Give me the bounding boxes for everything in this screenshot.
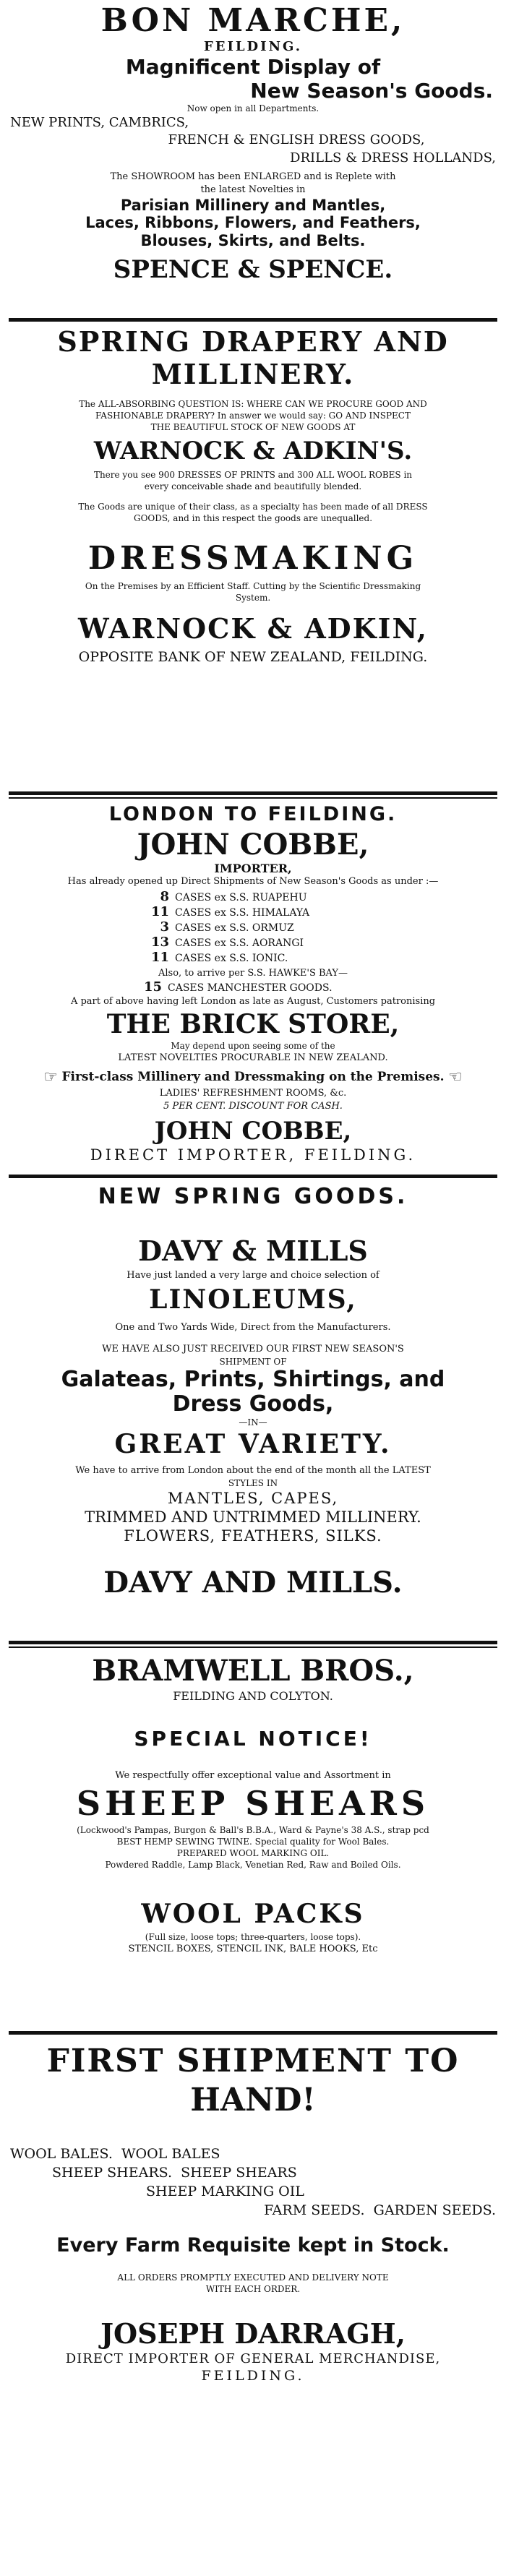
ad-headline: MILLINERY. bbox=[151, 358, 355, 390]
ad-address: OPPOSITE BANK OF NEW ZEALAND, FEILDING. bbox=[78, 649, 428, 665]
ad-text: FRENCH & ENGLISH DRESS GOODS, bbox=[168, 132, 425, 147]
stock-row bbox=[9, 2144, 497, 2163]
ad-firm: JOHN COBBE, bbox=[154, 1116, 352, 1146]
ad-text: First-class Millinery and Dressmaking on the Premises. bbox=[61, 1070, 445, 1084]
ad-text: 5 PER CENT. DISCOUNT FOR CASH. bbox=[163, 1100, 343, 1112]
shipment-item bbox=[145, 950, 361, 966]
stock-row bbox=[9, 2201, 497, 2220]
ad-headline: NEW SPRING GOODS. bbox=[98, 1184, 408, 1209]
ad-text: WE HAVE ALSO JUST RECEIVED OUR FIRST NEW SEASON'S bbox=[102, 1344, 404, 1354]
ad-text: FASHIONABLE DRAPERY? In answer we would say: GO AND INSPECT bbox=[95, 411, 411, 421]
ad-text: ALL ORDERS PROMPTLY EXECUTED AND DELIVERY NOTE bbox=[117, 2272, 389, 2283]
ad-text: We have to arrive from London about the end of the month all the LATEST bbox=[75, 1465, 431, 1476]
ad-title: BON MARCHE, bbox=[100, 2, 406, 39]
shipment-count: 8 bbox=[160, 889, 169, 904]
ad-location: FEILDING. bbox=[203, 39, 303, 54]
ad-address: DIRECT IMPORTER, FEILDING. bbox=[90, 1146, 416, 1164]
ad-firm: SPENCE & SPENCE. bbox=[113, 255, 393, 284]
stock-item: SHEEP SHEARS. bbox=[52, 2165, 173, 2181]
ad-text: —IN— bbox=[239, 1417, 267, 1427]
shipment-count: 11 bbox=[150, 904, 169, 919]
ad-headline: FIRST SHIPMENT TO bbox=[46, 2043, 460, 2079]
ad-headline: HAND! bbox=[190, 2082, 316, 2118]
ad-davy-mills bbox=[9, 1178, 497, 1641]
shipment-item bbox=[145, 920, 361, 935]
ad-text: Have just landed a very large and choice selection of bbox=[126, 1270, 380, 1281]
ad-text: Parisian Millinery and Mantles, bbox=[120, 197, 386, 214]
ad-text: There you see 900 DRESSES OF PRINTS and 300 ALL WOOL ROBES in bbox=[93, 470, 413, 480]
ad-text: FLOWERS, FEATHERS, SILKS. bbox=[124, 1527, 382, 1545]
shipment-item bbox=[145, 935, 361, 950]
ad-headline: GREAT VARIETY. bbox=[114, 1429, 392, 1459]
shipment-item bbox=[145, 890, 361, 905]
ad-text: The Goods are unique of their class, as a specialty has been made of all DRESS bbox=[78, 502, 428, 512]
shipment-list bbox=[9, 890, 497, 966]
pointing-hand-left-icon: ☜ bbox=[447, 1068, 463, 1086]
stock-row bbox=[9, 2163, 497, 2182]
ad-text: GOODS, and in this respect the goods are unequalled. bbox=[133, 513, 373, 523]
ad-text: PREPARED WOOL MARKING OIL. bbox=[176, 1848, 330, 1858]
shipment-text: CASES ex S.S. ORMUZ bbox=[175, 922, 294, 934]
ad-text: every conceivable shade and beautifully blended. bbox=[144, 481, 362, 491]
shipment-text: CASES ex S.S. HIMALAYA bbox=[175, 907, 310, 919]
ad-text: May depend upon seeing some of the bbox=[171, 1041, 335, 1051]
ad-text: On the Premises by an Efficient Staff. Cutting by the Scientific Dressmaking bbox=[85, 581, 421, 591]
ad-bramwell-bros bbox=[9, 1648, 497, 2031]
ad-text: LADIES' REFRESHMENT ROOMS, &c. bbox=[159, 1087, 347, 1099]
stock-item: SHEEP SHEARS bbox=[181, 2165, 297, 2181]
ad-requisite: Every Farm Requisite kept in Stock. bbox=[56, 2234, 450, 2257]
ad-text: DRILLS & DRESS HOLLANDS, bbox=[290, 150, 496, 166]
divider bbox=[9, 791, 497, 795]
ad-firm: DAVY & MILLS bbox=[138, 1235, 368, 1267]
ad-text: THE BEAUTIFUL STOCK OF NEW GOODS AT bbox=[150, 422, 356, 432]
ad-text: We respectfully offer exceptional value and Assortment in bbox=[115, 1770, 391, 1781]
ad-firm: JOSEPH DARRAGH, bbox=[100, 2317, 406, 2350]
ad-john-cobbe bbox=[9, 799, 497, 1175]
ad-millinery bbox=[9, 1068, 497, 1087]
ad-text: Laces, Ribbons, Flowers, and Feathers, bbox=[85, 214, 421, 231]
ad-warnock-adkin bbox=[9, 322, 497, 791]
ad-firm: WARNOCK & ADKIN'S. bbox=[93, 437, 413, 465]
ad-text: Has already opened up Direct Shipments of New Season's Goods as under :— bbox=[67, 876, 439, 887]
ad-store: THE BRICK STORE, bbox=[106, 1009, 400, 1039]
ad-text: STYLES IN bbox=[228, 1478, 278, 1488]
ad-text: The SHOWROOM has been ENLARGED and is Replete with bbox=[110, 171, 396, 182]
ad-role: DIRECT IMPORTER OF GENERAL MERCHANDISE, bbox=[65, 2351, 441, 2366]
ad-firm: DAVY AND MILLS. bbox=[103, 1566, 403, 1600]
ad-route: LONDON TO FEILDING. bbox=[108, 803, 398, 825]
ad-place: FEILDING. bbox=[201, 2368, 305, 2384]
ad-headline: SHEEP SHEARS bbox=[76, 1784, 430, 1823]
stock-item: FARM SEEDS. bbox=[264, 2202, 365, 2218]
ad-text: TRIMMED AND UNTRIMMED MILLINERY. bbox=[85, 1508, 421, 1526]
ad-headline: New Season's Goods. bbox=[250, 79, 493, 103]
ad-joseph-darragh bbox=[9, 2035, 497, 2403]
shipment-text: CASES ex S.S. IONIC. bbox=[175, 953, 288, 964]
ad-bon-marche bbox=[9, 0, 497, 318]
stock-item: WOOL BALES. bbox=[10, 2146, 113, 2162]
ad-goods: Galateas, Prints, Shirtings, and bbox=[61, 1367, 445, 1392]
ad-firm: BRAMWELL BROS., bbox=[92, 1654, 414, 1688]
ad-text: System. bbox=[235, 593, 271, 603]
ad-places: FEILDING AND COLYTON. bbox=[173, 1689, 333, 1703]
ad-role: IMPORTER, bbox=[214, 862, 292, 875]
stock-row bbox=[9, 2182, 497, 2201]
ad-text: Powdered Raddle, Lamp Black, Venetian Red, Raw and Boiled Oils. bbox=[105, 1860, 401, 1870]
stock-item: GARDEN SEEDS. bbox=[373, 2202, 496, 2218]
stock-list bbox=[9, 2144, 497, 2220]
ad-text: One and Two Yards Wide, Direct from the Manufacturers. bbox=[115, 1322, 391, 1333]
shipment-count: 13 bbox=[150, 935, 169, 950]
ad-headline: LINOLEUMS, bbox=[149, 1284, 357, 1315]
ad-text: BEST HEMP SEWING TWINE. Special quality for Wool Bales. bbox=[116, 1837, 390, 1847]
shipment-count: 3 bbox=[160, 919, 169, 935]
shipment-text: CASES MANCHESTER GOODS. bbox=[168, 982, 333, 994]
ad-headline: Magnificent Display of bbox=[125, 55, 381, 79]
ad-text: NEW PRINTS, CAMBRICS, bbox=[10, 115, 189, 130]
ad-text: Also, to arrive per S.S. HAWKE'S BAY— bbox=[158, 968, 348, 979]
shipment-count: 11 bbox=[150, 950, 169, 965]
ad-text: MANTLES, CAPES, bbox=[167, 1490, 339, 1507]
ad-text: The ALL-ABSORBING QUESTION IS: WHERE CAN WE PROCURE GOOD AND bbox=[79, 399, 427, 409]
ad-headline: WOOL PACKS bbox=[141, 1899, 365, 1929]
ad-text: Blouses, Skirts, and Belts. bbox=[140, 232, 366, 249]
shipment-item bbox=[145, 905, 361, 920]
ad-text: STENCIL BOXES, STENCIL INK, BALE HOOKS, Etc bbox=[128, 1944, 378, 1954]
shipment-item bbox=[137, 980, 369, 995]
shipment-text: CASES ex S.S. RUAPEHU bbox=[175, 892, 307, 903]
shipment-text: CASES ex S.S. AORANGI bbox=[175, 937, 304, 949]
ad-goods: Dress Goods, bbox=[172, 1391, 334, 1417]
ad-notice: SPECIAL NOTICE! bbox=[134, 1727, 372, 1751]
ad-headline: SPRING DRAPERY AND bbox=[57, 325, 449, 358]
ad-text: LATEST NOVELTIES PROCURABLE IN NEW ZEALAND. bbox=[118, 1052, 388, 1063]
ad-text: WITH EACH ORDER. bbox=[205, 2284, 301, 2294]
ad-firm: JOHN COBBE, bbox=[137, 828, 369, 862]
ad-text: (Lockwood's Pampas, Burgon & Ball's B.B.A., Ward & Payne's 38 A.S., strap pcd bbox=[77, 1825, 429, 1835]
ad-firm: WARNOCK & ADKIN, bbox=[78, 612, 428, 645]
ad-text: (Full size, loose tops; three-quarters, loose tops). bbox=[145, 1932, 361, 1942]
ad-text: A part of above having left London as late as August, Customers patronising bbox=[70, 996, 436, 1007]
stock-item: SHEEP MARKING OIL bbox=[146, 2184, 304, 2199]
pointing-hand-right-icon: ☞ bbox=[43, 1068, 59, 1086]
stock-item: WOOL BALES bbox=[121, 2146, 220, 2162]
ad-text: the latest Novelties in bbox=[200, 184, 306, 195]
shipment-count: 15 bbox=[143, 979, 162, 995]
divider bbox=[9, 1641, 497, 1644]
ad-text: SHIPMENT OF bbox=[219, 1357, 287, 1367]
ad-text: Now open in all Departments. bbox=[186, 103, 320, 113]
ad-headline: DRESSMAKING bbox=[87, 540, 419, 577]
